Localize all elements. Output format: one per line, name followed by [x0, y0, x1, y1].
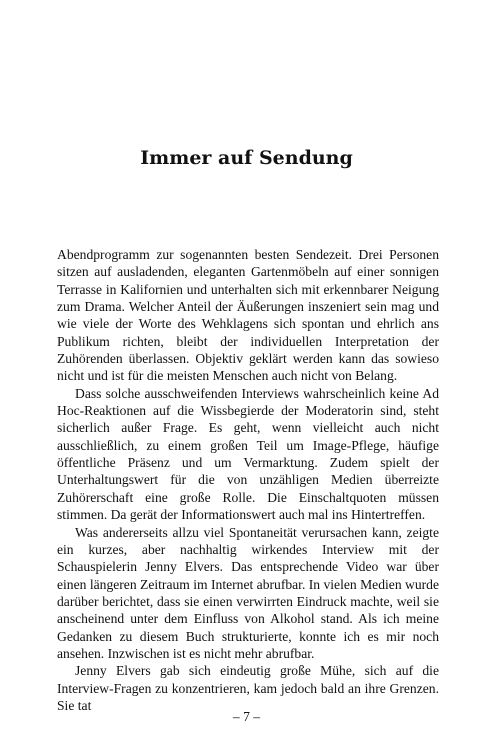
paragraph-3: Was andererseits allzu viel Spontaneität verursachen kann, zeigte ein kurzes, aber nachhaltig wirkendes Interview mit der Schauspielerin Jenny Elvers. Das entsprechende Video war über einen längeren Zeitraum im Internet abrufbar. In vielen Medien wurde darüber berichtet, dass sie einen verwirrten Eindruck machte, weil sie anscheinend unter dem Einfluss von Alkohol stand. Als ich meine Gedanken zu diesem Buch strukturierte, konnte ich es mir noch ansehen. Inzwischen ist es nicht mehr abrufbar.	[57, 524, 439, 661]
paragraph-1: Abendprogramm zur sogenannten besten Sendezeit. Drei Personen sitzen auf ausladenden, eleganten Gartenmöbeln auf einer sonnigen Terrasse in Kalifornien und unterhalten sich mit erkennbarer Neigung zum Drama. Welcher Anteil der Äußerungen inszeniert sein mag und wie viele der Worte des Wehklagens sich spontan und ehrlich ans Publikum richten, bleibt der individuellen Interpretation der Zuhörenden überlassen. Objektiv geklärt werden kann das sowieso nicht und ist für die meisten Menschen auch nicht von Belang.	[57, 247, 439, 384]
paragraph-2: Dass solche ausschweifenden Interviews wahrscheinlich keine Ad Hoc-Reaktionen auf die Wissbegierde der Moderatorin sind, steht sicherlich außer Frage. Es geht, wenn vielleicht auch nicht ausschließlich, zu einem großen Teil um Image-Pflege, häufige öffentliche Präsenz und um Vermarktung. Zudem spielt der Unterhaltungswert für die von unzähligen Medien überreizte Zuhörerschaft eine große Rolle. Die Einschaltquoten müssen stimmen. Da gerät der Informationswert auch mal ins Hintertreffen.	[57, 385, 439, 523]
paragraph-4: Jenny Elvers gab sich eindeutig große Mühe, sich auf die Interview-Fragen zu konzentrieren, kam jedoch bald an ihre Grenzen. Sie tat	[57, 663, 439, 713]
page-number: – 7 –	[232, 709, 261, 724]
body-text	[57, 246, 439, 714]
chapter-title: Immer auf Sendung	[140, 147, 353, 169]
